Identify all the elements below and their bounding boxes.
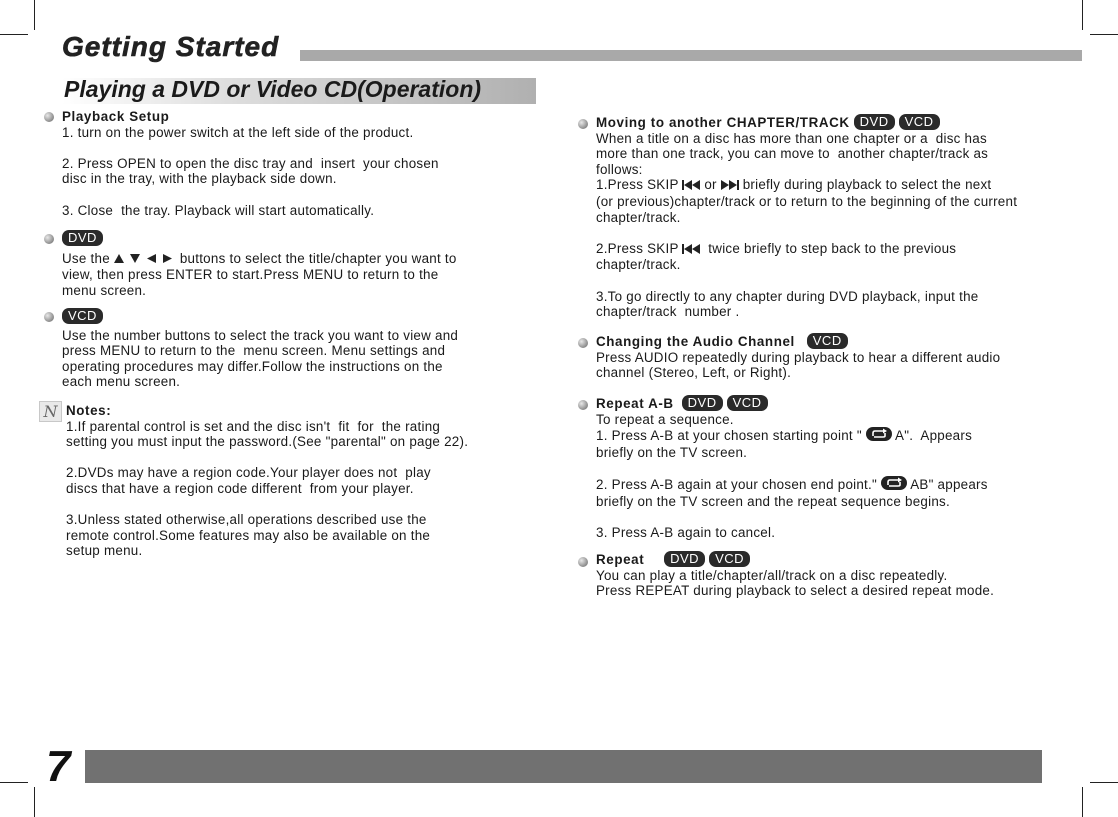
text-line: Press REPEAT during playback to select a desired repeat mode.: [596, 583, 995, 599]
bullet-icon: [578, 400, 588, 410]
bullet-icon: [578, 338, 588, 348]
skip-previous-icon: [682, 178, 700, 194]
bullet-icon: [44, 234, 54, 244]
crop-mark: [1090, 782, 1118, 783]
text-line: 1. Press A-B at your chosen starting point " A". Appears: [596, 428, 973, 444]
skip-next-icon: [721, 178, 739, 194]
footer-bar: [85, 750, 1042, 783]
dvd-badge: DVD: [62, 230, 103, 246]
repeat-heading: Repeat: [596, 552, 645, 567]
text-line: 2.DVDs may have a region code.Your player does not play: [66, 465, 431, 481]
bullet-icon: [578, 119, 588, 129]
section-title: Playing a DVD or Video CD(Operation): [64, 76, 482, 102]
text-line: channel (Stereo, Left, or Right).: [596, 365, 792, 381]
text-line: briefly on the TV screen and the repeat sequence begins.: [596, 493, 950, 509]
text-line: 1. turn on the power switch at the left side of the product.: [62, 124, 414, 140]
moving-heading: Moving to another CHAPTER/TRACK: [596, 115, 850, 130]
audio-channel-section: [596, 333, 1000, 381]
bullet-icon: [44, 112, 54, 122]
notes-heading: Notes:: [66, 403, 112, 418]
vcd-badge: VCD: [807, 333, 848, 349]
text-line: 1.Press SKIP or briefly during playback to select the next: [596, 177, 992, 193]
text-line: 2. Press OPEN to open the disc tray and insert your chosen: [62, 155, 439, 171]
dvd-badge: DVD: [854, 114, 895, 130]
text-line: press MENU to return to the menu screen. Menu settings and: [62, 343, 446, 359]
text-line: 1.If parental control is set and the disc isn't fit for the rating: [66, 418, 441, 434]
crop-mark: [0, 34, 28, 35]
crop-mark: [0, 782, 28, 783]
text-line: more than one track, you can move to another chapter/track as: [596, 146, 989, 162]
text-line: 2.Press SKIP twice briefly to step back to the previous: [596, 240, 957, 256]
dvd-navigation-section: [62, 230, 457, 298]
text-line: 3. Close the tray. Playback will start automatically.: [62, 202, 375, 218]
crop-mark: [1082, 787, 1083, 817]
text-line: chapter/track.: [596, 257, 681, 273]
crop-mark: [34, 0, 35, 30]
text-line: briefly on the TV screen.: [596, 444, 748, 460]
page-number: 7: [46, 742, 71, 791]
text-line: When a title on a disc has more than one chapter or a disc has: [596, 130, 987, 146]
crop-mark: [34, 787, 35, 817]
text-line: 2. Press A-B again at your chosen end point." AB" appears: [596, 476, 988, 492]
playback-setup-heading: Playback Setup: [62, 109, 170, 124]
bullet-icon: [44, 312, 54, 322]
repeat-section: [596, 551, 994, 599]
text-line: remote control.Some features may also be available on the: [66, 527, 431, 543]
text-line: Use the number buttons to select the track you want to view and: [62, 327, 459, 343]
repeat-ab-heading: Repeat A-B: [596, 396, 674, 411]
text-line: setting you must input the password.(See "parental" on page 22).: [66, 434, 469, 450]
bullet-icon: [578, 557, 588, 567]
crop-mark: [1082, 0, 1083, 30]
text-line: 3.Unless stated otherwise,all operations described use the: [66, 512, 427, 528]
text-line: chapter/track number .: [596, 304, 740, 320]
repeat-ab-section: [596, 395, 988, 540]
text-line: disc in the tray, with the playback side down.: [62, 171, 337, 187]
crop-mark: [1090, 34, 1118, 35]
text-line: setup menu.: [66, 543, 143, 559]
playback-setup-section: [62, 109, 439, 218]
dvd-badge: DVD: [682, 395, 723, 411]
note-icon: N: [39, 401, 62, 422]
notes-section: [66, 403, 468, 559]
dvd-badge: DVD: [664, 551, 705, 567]
arrow-buttons-icon: [114, 252, 176, 268]
skip-previous-icon: [682, 242, 700, 258]
repeat-icon: [881, 476, 907, 494]
text-line: follows:: [596, 161, 643, 177]
moving-chapter-section: [596, 114, 1017, 320]
vcd-navigation-section: [62, 308, 458, 390]
text-line: operating procedures may differ.Follow the instructions on the: [62, 358, 443, 374]
vcd-badge: VCD: [62, 308, 103, 324]
text-line: view, then press ENTER to start.Press MENU to return to the: [62, 267, 439, 283]
vcd-badge: VCD: [899, 114, 940, 130]
page-title: Getting Started: [62, 31, 280, 62]
text-line: To repeat a sequence.: [596, 411, 734, 427]
text-line: Press AUDIO repeatedly during playback to hear a different audio: [596, 349, 1001, 365]
text-line: (or previous)chapter/track or to return to the beginning of the current: [596, 193, 1018, 209]
text-line: each menu screen.: [62, 374, 181, 390]
audio-heading: Changing the Audio Channel: [596, 334, 795, 349]
text-line: menu screen.: [62, 282, 147, 298]
text-line: You can play a title/chapter/all/track on a disc repeatedly.: [596, 567, 948, 583]
vcd-badge: VCD: [727, 395, 768, 411]
vcd-badge: VCD: [709, 551, 750, 567]
text-line: chapter/track.: [596, 209, 681, 225]
text-line: Use the buttons to select the title/chapter you want to: [62, 250, 457, 266]
text-line: discs that have a region code different from your player.: [66, 480, 414, 496]
repeat-icon: [866, 427, 892, 445]
text-line: 3.To go directly to any chapter during DVD playback, input the: [596, 288, 979, 304]
title-rule: [300, 50, 1082, 61]
text-line: 3. Press A-B again to cancel.: [596, 524, 776, 540]
